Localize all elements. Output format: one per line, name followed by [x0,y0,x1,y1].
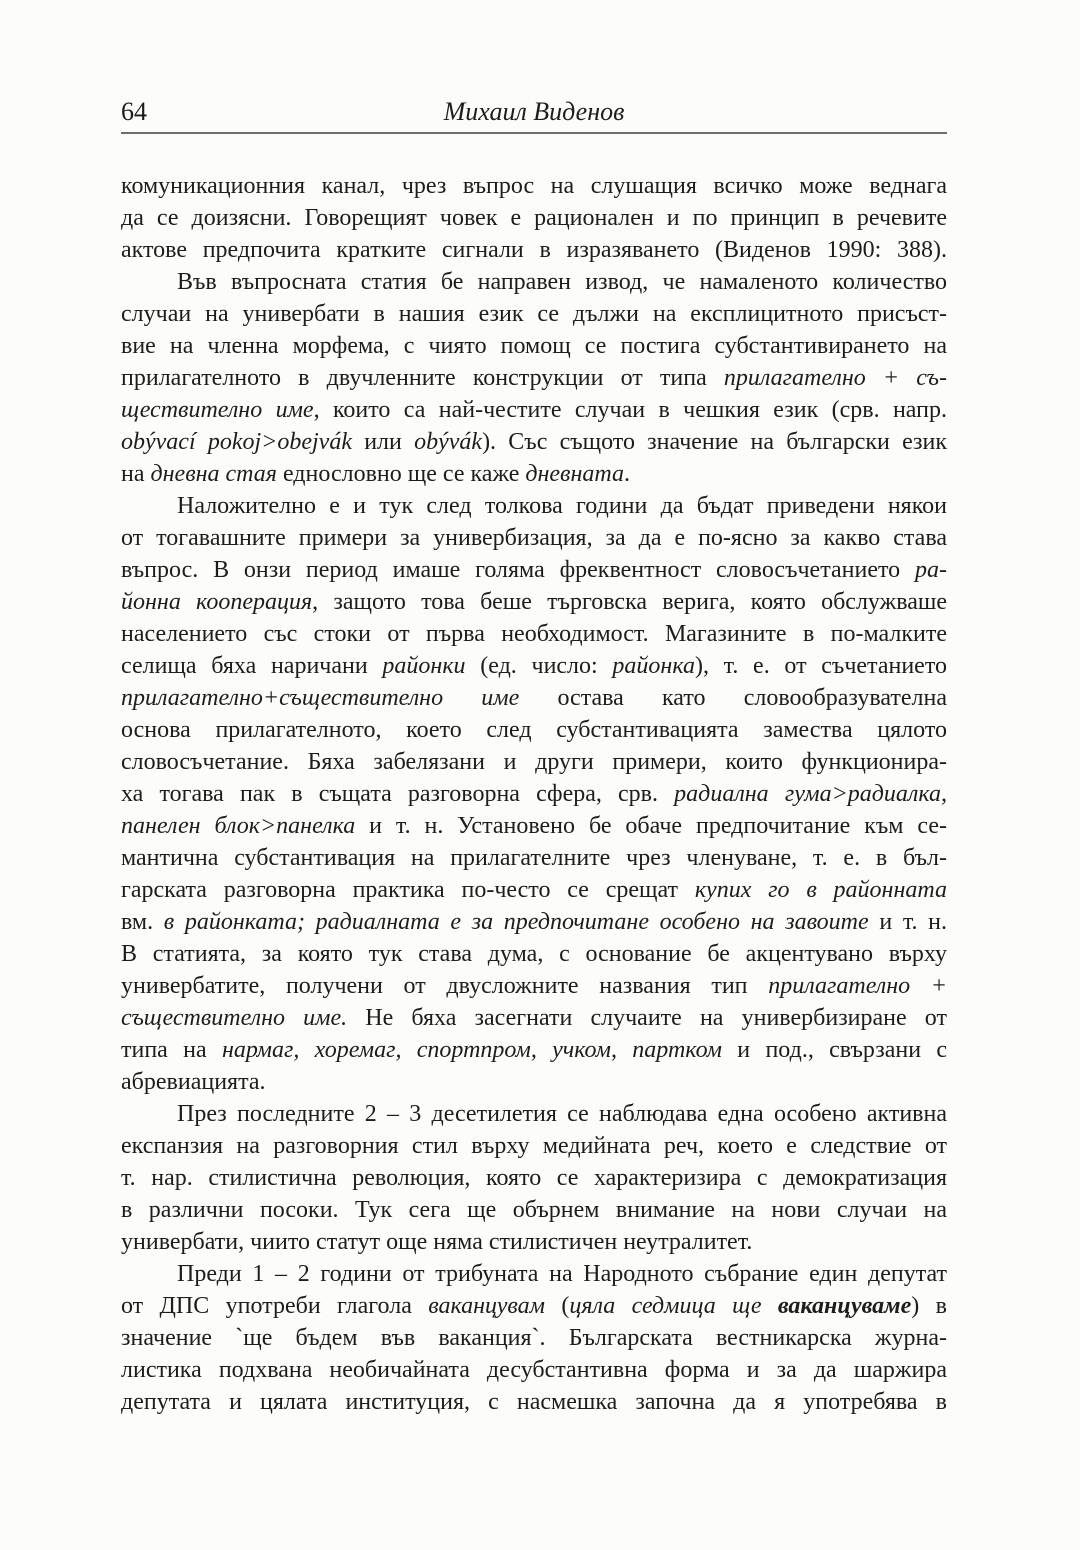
text-line [121,1130,947,1162]
text-segment: Не бяха засегнати случаите на универбизиране от [347,1005,947,1031]
italic-text-segment: йонна кооперация [121,589,313,615]
text-segment: листика подхвана необичайната десубстантивна форма и за да шаржира [121,1357,947,1383]
text-line [121,650,947,682]
italic-text-segment: ществително име [121,397,314,423]
text-segment: мантична субстантивация на прилагателните чрез членуване, т. е. в бъл- [121,845,947,871]
text-segment: от ДПС употреби глагола [121,1293,429,1319]
italic-text-segment: obývák [414,429,483,455]
text-line [121,1226,947,1258]
bold-italic-text-segment: ваканцуваме [777,1293,912,1319]
text-segment: , които са най-честите случаи в чешкия език (срв. напр. [313,397,947,423]
italic-text-segment: прилагателно + [768,973,947,999]
text-line [121,1002,947,1034]
text-segment: на [121,461,151,487]
text-line [121,842,947,874]
italic-text-segment: районки [382,653,466,679]
text-segment: остава като словообразувателна [519,685,947,711]
text-line [121,746,947,778]
italic-text-segment: панелен блок>панелка [121,813,356,839]
text-segment: въпрос. В онзи период имаше голяма фреквентност словосъчетанието [121,557,915,583]
text-line [121,426,947,458]
text-segment: депутата и цялата институция, с насмешка започна да я употребява в [121,1389,947,1415]
italic-text-segment: дневна стая [150,461,277,487]
text-line [121,554,947,586]
page-number: 64 [121,97,147,126]
text-segment: Във въпросната статия бе направен извод, че намаленото количество [177,269,947,295]
text-line [121,330,947,362]
text-segment: ( [544,1293,570,1319]
text-segment: ). Със същото значение на български език [482,429,947,455]
text-segment: комуникационния канал, чрез въпрос на слушащия всичко може веднага [121,173,947,199]
text-segment: . [624,461,631,487]
italic-text-segment: купих го в районната [694,877,947,903]
italic-text-segment: съществително име. [121,1005,348,1031]
page-header [121,96,947,128]
text-segment: Наложително е и тук след толкова години да бъдат приведени някои [177,493,947,519]
text-line [121,618,947,650]
text-block [121,96,947,1418]
text-segment: или [351,429,415,455]
text-segment: словосъчетание. Бяха забелязани и други примери, които функционира- [121,749,947,775]
text-segment: вм. [121,909,164,935]
text-line [121,906,947,938]
text-line [121,874,947,906]
text-segment: прилагателното в двучленните конструкции от типа [121,365,724,391]
text-line [121,810,947,842]
text-line [121,938,947,970]
text-line [121,682,947,714]
text-segment: гарската разговорна практика по-често се срещат [121,877,695,903]
text-segment: актове предпочита кратките сигнали в изразяването (Виденов 1990: 388). [121,237,947,263]
text-segment: т. нар. стилистична революция, която се характеризира с демократизация [121,1165,947,1191]
text-segment: експанзия на разговорния стил върху медийната реч, което е следствие от [121,1133,947,1159]
text-line [121,1354,947,1386]
text-line [121,714,947,746]
text-segment: През последните 2 – 3 десетилетия се наблюдава една особено активна [177,1101,947,1127]
text-line [121,234,947,266]
text-segment: (ед. число: [465,653,613,679]
text-segment: типа на [121,1037,222,1063]
text-segment: и т. н. Установено бе обаче предпочитание към се- [355,813,947,839]
paragraph [121,170,947,266]
text-line [121,1162,947,1194]
italic-text-segment: в районката; радиалната е за предпочитане особено на завоите [163,909,869,935]
text-line [121,1258,947,1290]
header-rule [121,132,947,134]
text-segment: и под., свързани с [722,1037,947,1063]
italic-text-segment: цяла седмица ще [569,1293,778,1319]
text-segment: значение `ще бъдем във ваканция`. Българската вестникарска журна- [121,1325,947,1351]
text-segment: и т. н. [868,909,947,935]
text-segment: ) в [911,1293,947,1319]
text-line [121,490,947,522]
text-segment: ха тогава пак в същата разговорна сфера, срв. [121,781,675,807]
italic-text-segment: прилагателно + съ- [723,365,947,391]
text-line [121,266,947,298]
italic-text-segment: ра- [915,557,947,583]
text-line [121,778,947,810]
italic-text-segment: ваканцувам [428,1293,545,1319]
text-segment: основа прилагателното, което след субстантивацията замества цялото [121,717,947,743]
text-line [121,522,947,554]
paragraph [121,1258,947,1418]
text-line [121,1322,947,1354]
text-line [121,970,947,1002]
text-line [121,586,947,618]
text-segment: вие на членна морфема, с чиято помощ се постига субстантивирането на [121,333,947,359]
italic-text-segment: районка [612,653,695,679]
text-line [121,458,947,490]
text-segment: населението със стоки от първа необходимост. Магазините в по-малките [121,621,947,647]
text-segment: ), т. е. от съчетанието [694,653,947,679]
text-segment: универбатите, получени от двусложните названия тип [121,973,769,999]
text-line [121,1290,947,1322]
text-line [121,202,947,234]
text-segment: от тогавашните примери за универбизация, за да е по-ясно за какво става [121,525,947,551]
running-head: Михаил Виденов [443,97,625,126]
italic-text-segment: дневната [525,461,625,487]
text-segment: случаи на универбати в нашия език се дължи на експлицитното присъст- [121,301,947,327]
paragraph [121,266,947,490]
text-segment: да се доизясни. Говорещият човек е рационален и по принцип в речевите [121,205,947,231]
italic-text-segment: нармаг, хоремаг, спортпром, учком, партком [221,1037,722,1063]
text-segment: абревиацията. [121,1069,266,1095]
text-line [121,362,947,394]
text-segment: универбати, чиито статут още няма стилистичен неутралитет. [121,1229,753,1255]
text-line [121,298,947,330]
italic-text-segment: прилагателно+съществително име [121,685,520,711]
text-line [121,1386,947,1418]
paragraph [121,1098,947,1258]
text-segment: , защото това беше търговска верига, която обслужваше [312,589,947,615]
text-line [121,170,947,202]
text-body [121,170,947,1418]
text-segment: селища бяха наричани [121,653,383,679]
text-line [121,1066,947,1098]
text-line [121,1034,947,1066]
text-segment: еднословно ще се каже [276,461,526,487]
text-segment: Преди 1 – 2 години от трибуната на Народното събрание един депутат [177,1261,947,1287]
text-line [121,1194,947,1226]
italic-text-segment: obývací pokoj>obejvák [121,429,352,455]
italic-text-segment: радиална гума>радиалка, [674,781,947,807]
text-segment: в различни посоки. Тук сега ще обърнем внимание на нови случаи на [121,1197,947,1223]
text-line [121,394,947,426]
text-line [121,1098,947,1130]
text-segment: В статията, за която тук става дума, с основание бе акцентувано върху [121,941,947,967]
paragraph [121,490,947,1098]
